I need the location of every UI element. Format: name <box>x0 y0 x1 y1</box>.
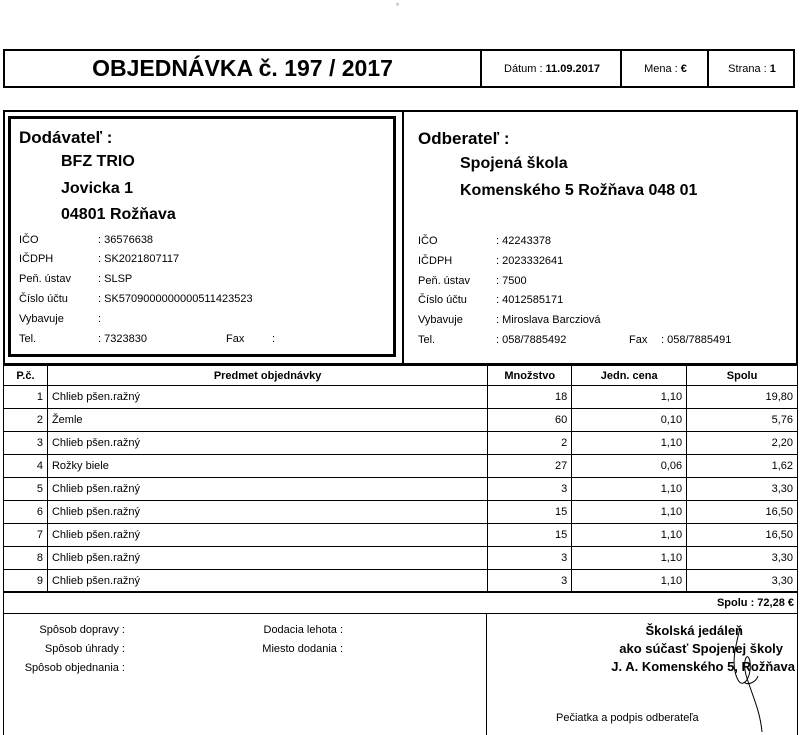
grand-total: Spolu : 72,28 € <box>716 597 794 609</box>
row-number: 8 <box>4 547 48 570</box>
row-number: 2 <box>4 409 48 432</box>
row-total: 1,62 <box>687 455 798 478</box>
row-unit-price: 1,10 <box>572 524 687 547</box>
currency-label: Mena : <box>644 62 678 75</box>
stamp-line-2: ako súčasť Spojenej školy <box>619 641 783 656</box>
supplier-icdph: : SK2021807117 <box>98 253 180 265</box>
row-total: 3,30 <box>687 478 798 501</box>
row-number: 9 <box>4 570 48 593</box>
customer-title: Odberateľ : <box>418 129 510 148</box>
row-number: 4 <box>4 455 48 478</box>
order-title: OBJEDNÁVKA č. 197 / 2017 <box>92 55 393 81</box>
row-quantity: 60 <box>488 409 572 432</box>
customer-account-label: Číslo účtu <box>418 294 467 306</box>
supplier-ico-label: IČO <box>19 234 39 246</box>
table-row <box>4 455 798 478</box>
row-item: Chlieb pšen.ražný <box>47 501 487 524</box>
table-row <box>4 478 798 501</box>
delivery-term-label: Dodacia lehota : <box>263 624 343 636</box>
row-item: Chlieb pšen.ražný <box>47 547 487 570</box>
customer-handler: : Miroslava Barcziová <box>496 314 601 326</box>
stamp-line-1: Školská jedáleň <box>645 623 743 638</box>
supplier-ico: : 36576638 <box>98 234 154 246</box>
row-quantity: 15 <box>488 524 572 547</box>
row-unit-price: 1,10 <box>572 478 687 501</box>
row-quantity: 18 <box>488 386 572 409</box>
row-number: 3 <box>4 432 48 455</box>
items-table <box>3 365 798 593</box>
order-currency <box>620 51 709 86</box>
row-item: Žemle <box>47 409 487 432</box>
order-header <box>3 49 795 88</box>
table-row <box>4 547 798 570</box>
table-row <box>4 501 798 524</box>
supplier-name: BFZ TRIO <box>61 153 135 170</box>
row-unit-price: 1,10 <box>572 501 687 524</box>
row-unit-price: 0,10 <box>572 409 687 432</box>
currency-value: € <box>680 62 687 75</box>
col-header-unit-price: Jedn. cena <box>572 366 687 386</box>
row-item: Chlieb pšen.ražný <box>47 386 487 409</box>
footer-divider <box>486 613 487 735</box>
row-item: Chlieb pšen.ražný <box>47 570 487 593</box>
row-item: Chlieb pšen.ražný <box>47 524 487 547</box>
row-total: 5,76 <box>687 409 798 432</box>
transport-method-label: Spôsob dopravy : <box>39 624 125 636</box>
row-quantity: 27 <box>488 455 572 478</box>
row-unit-price: 0,06 <box>572 455 687 478</box>
parties-divider <box>402 112 404 363</box>
customer-ico: : 42243378 <box>496 235 552 247</box>
date-value: 11.09.2017 <box>545 62 600 75</box>
row-number: 7 <box>4 524 48 547</box>
row-number: 5 <box>4 478 48 501</box>
supplier-account: : SK5709000000000511423523 <box>98 293 253 305</box>
table-header-row <box>4 366 798 386</box>
row-quantity: 15 <box>488 501 572 524</box>
row-total: 3,30 <box>687 570 798 593</box>
supplier-street: Jovicka 1 <box>61 180 134 197</box>
row-unit-price: 1,10 <box>572 547 687 570</box>
payment-method-label: Spôsob úhrady : <box>44 643 125 655</box>
table-row <box>4 409 798 432</box>
col-header-item: Predmet objednávky <box>47 366 487 386</box>
customer-ico-label: IČO <box>418 235 438 247</box>
row-number: 1 <box>4 386 48 409</box>
row-unit-price: 1,10 <box>572 432 687 455</box>
supplier-fax: : <box>272 333 276 345</box>
page-value: 1 <box>769 62 776 75</box>
table-row <box>4 432 798 455</box>
supplier-handler-label: Vybavuje <box>19 313 64 325</box>
row-total: 3,30 <box>687 547 798 570</box>
supplier-city: 04801 Rožňava <box>61 206 176 223</box>
customer-bank-label: Peň. ústav <box>418 275 470 287</box>
supplier-bank-label: Peň. ústav <box>19 273 71 285</box>
signature-label: Pečiatka a podpis odberateľa <box>556 712 699 724</box>
row-quantity: 3 <box>488 570 572 593</box>
scan-speck: ° <box>396 2 400 11</box>
customer-bank: : 7500 <box>496 275 527 287</box>
table-row <box>4 524 798 547</box>
row-number: 6 <box>4 501 48 524</box>
customer-tel: : 058/7885492 <box>496 334 567 346</box>
supplier-icdph-label: IČDPH <box>19 253 54 265</box>
handwritten-signature <box>700 620 800 735</box>
delivery-place-label: Miesto dodania : <box>262 643 343 655</box>
row-total: 16,50 <box>687 524 798 547</box>
supplier-tel: : 7323830 <box>98 333 147 345</box>
col-header-total: Spolu <box>687 366 798 386</box>
order-method-label: Spôsob objednania : <box>24 662 125 674</box>
row-item: Chlieb pšen.ražný <box>47 432 487 455</box>
supplier-account-label: Číslo účtu <box>19 293 68 305</box>
customer-name: Spojená škola <box>460 155 568 172</box>
table-row <box>4 386 798 409</box>
row-quantity: 3 <box>488 547 572 570</box>
customer-icdph: : 2023332641 <box>496 255 564 267</box>
date-label: Dátum : <box>504 62 543 75</box>
row-quantity: 3 <box>488 478 572 501</box>
supplier-tel-label: Tel. <box>19 333 37 345</box>
row-item: Chlieb pšen.ražný <box>47 478 487 501</box>
customer-icdph-label: IČDPH <box>418 255 453 267</box>
supplier-bank: : SLSP <box>98 273 133 285</box>
order-page <box>707 51 795 86</box>
supplier-fax-label: Fax <box>226 333 245 345</box>
row-total: 19,80 <box>687 386 798 409</box>
customer-fax-label: Fax <box>629 334 648 346</box>
row-item: Rožky biele <box>47 455 487 478</box>
customer-tel-label: Tel. <box>418 334 436 346</box>
page-label: Strana : <box>728 62 767 75</box>
row-quantity: 2 <box>488 432 572 455</box>
row-total: 2,20 <box>687 432 798 455</box>
customer-handler-label: Vybavuje <box>418 314 463 326</box>
row-unit-price: 1,10 <box>572 570 687 593</box>
row-unit-price: 1,10 <box>572 386 687 409</box>
row-total: 16,50 <box>687 501 798 524</box>
col-header-quantity: Množstvo <box>488 366 572 386</box>
table-row <box>4 570 798 593</box>
order-date <box>480 51 622 86</box>
col-header-number: P.č. <box>4 366 48 386</box>
customer-fax: : 058/7885491 <box>661 334 732 346</box>
total-divider <box>3 613 798 614</box>
customer-account: : 4012585171 <box>496 294 564 306</box>
supplier-title: Dodávateľ : <box>19 128 113 147</box>
stamp-line-3: J. A. Komenského 5, Rožňava <box>611 659 795 674</box>
supplier-handler: : <box>98 313 102 325</box>
customer-address: Komenského 5 Rožňava 048 01 <box>460 182 698 199</box>
